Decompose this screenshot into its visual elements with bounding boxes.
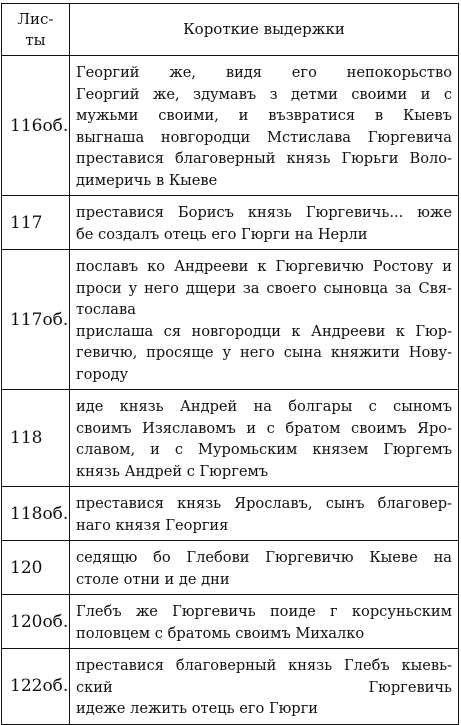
excerpt-line: иде князь Андрей на болгары с сыномъ: [76, 398, 452, 415]
excerpt-line: Глебъ же Гюргевичь поиде г корсуньским: [76, 603, 452, 620]
sheet-number: 116об.: [2, 56, 70, 196]
excerpt-cell: [70, 196, 459, 250]
header-excerpts: Короткие выдержки: [70, 4, 459, 56]
excerpt-line: гевичю, просяще у него сына княжити Нову-: [76, 344, 452, 361]
excerpt-line: городу: [76, 365, 129, 383]
excerpt-cell: [70, 390, 459, 487]
excerpt-line: идеже лежить отець его Гюрги: [76, 700, 319, 717]
excerpt-line: преставися Борисъ князь Гюргевичь... юже: [76, 204, 452, 221]
excerpt-line: выгнаша новгородци Мстислава Гюргевича: [76, 128, 452, 146]
header-sheets-line-1: Лис-: [17, 9, 54, 28]
header-sheets-line-2: ты: [25, 30, 46, 49]
excerpt-line: тослава: [76, 301, 136, 318]
excerpt-cell: [70, 649, 459, 725]
sheet-number: 118об.: [2, 487, 70, 541]
table-row: [2, 196, 459, 250]
sheet-number: 118: [2, 390, 70, 487]
excerpts-table: [1, 3, 459, 725]
table-row: [2, 250, 459, 390]
excerpt-cell: [70, 487, 459, 541]
excerpt-line: Георгий же, здумавъ з детми своими и с: [76, 85, 452, 103]
excerpt-line: пославъ ко Андрееви к Гюргевичю Ростову и: [76, 258, 452, 275]
excerpt-line: славом, и с Муромьским князем Гюргемъ: [76, 441, 452, 458]
excerpt-cell: [70, 56, 459, 196]
excerpt-line: преставися благоверный князь Гюрьги Воло-: [76, 150, 452, 167]
excerpt-line: ский Гюргевичь: [76, 678, 452, 696]
excerpt-line: проси у него дщери за своего сыновца за Свя-: [76, 279, 452, 297]
header-sheets: [2, 4, 70, 56]
table-row: [2, 390, 459, 487]
excerpt-line: седящю бо Глебови Гюргевичю Кыеве на: [76, 549, 452, 566]
excerpt-line: столе отни и де дни: [76, 570, 230, 588]
excerpt-line: преставися князь Ярославъ, сынъ благовер-: [76, 495, 452, 512]
excerpt-line: преставися благоверный князь Глебъ кыевь-: [76, 657, 452, 674]
excerpt-line: князь Андрей с Гюргемъ: [76, 462, 269, 480]
excerpt-line: бе создалъ отець его Гюрги на Нерли: [76, 225, 368, 243]
excerpt-cell: [70, 595, 459, 649]
excerpt-line: прислаша ся новгородци к Андрееви к Гюр-: [76, 322, 452, 340]
excerpt-line: наго князя Георгия: [76, 516, 229, 534]
sheet-number: 117: [2, 196, 70, 250]
table-row: [2, 595, 459, 649]
sheet-number: 117об.: [2, 250, 70, 390]
sheet-number: 120: [2, 541, 70, 595]
excerpt-line: половцем с братомь своимъ Михалко: [76, 624, 365, 642]
sheet-number: 120об.: [2, 595, 70, 649]
excerpt-line: мужьми своими, и възвратися в Кыевъ: [76, 107, 452, 124]
excerpt-cell: [70, 250, 459, 390]
sheet-number: 122об.: [2, 649, 70, 725]
table-row: [2, 56, 459, 196]
excerpt-line: димеричь в Кыеве: [76, 171, 218, 189]
excerpt-cell: [70, 541, 459, 595]
table-row: [2, 541, 459, 595]
table-header-row: [2, 4, 459, 56]
table-row: [2, 487, 459, 541]
excerpt-line: своимъ Изяславомъ и с братом своимъ Яро-: [76, 419, 452, 437]
excerpt-line: Георгий же, видя его непокорьство: [76, 64, 452, 81]
table-row: [2, 649, 459, 725]
